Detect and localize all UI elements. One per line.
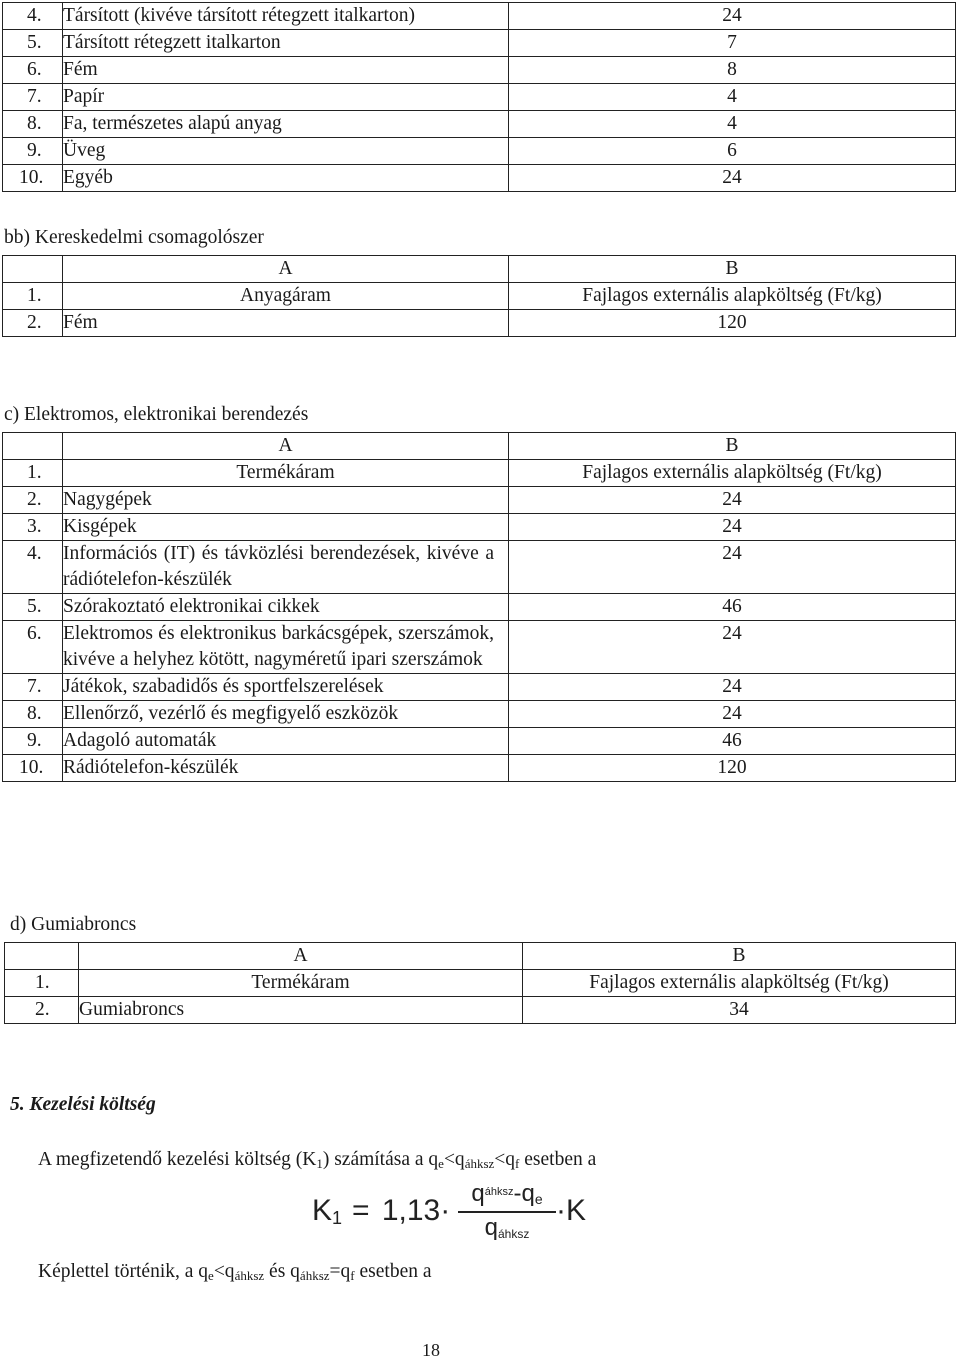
table-row [3,310,956,337]
row-value: 24 [509,514,956,541]
row-number: 1. [5,970,79,997]
row-number: 7. [3,84,63,111]
row-value: 24 [509,701,956,728]
row-name: Szórakoztató elektronikai cikkek [63,594,509,621]
table-commercial-packaging [2,255,956,337]
table-row [3,541,956,594]
formula-lhs: K [312,1194,333,1227]
table-row [3,514,956,541]
row-name: Üveg [63,138,509,165]
page-number: 18 [422,1340,440,1360]
row-name: Papír [63,84,509,111]
row-name: Gumiabroncs [79,997,523,1024]
table-header-row [3,460,956,487]
table-header-letters [3,433,956,460]
col-b-label: B [509,433,956,460]
paragraph-formula-condition: Képlettel történik, a $q_e<q_{áhksz}$ és $q_{áhksz}=q_f$ esetben a [38,1261,432,1283]
col-a-label: A [63,433,509,460]
row-name: Egyéb [63,165,509,192]
row-value: 24 [509,541,956,594]
table-row [3,728,956,755]
table-row [3,84,956,111]
row-name: Fém [63,310,509,337]
row-value: 24 [509,487,956,514]
col-a-label: A [63,256,509,283]
row-value: 24 [509,165,956,192]
row-number: 2. [5,997,79,1024]
row-name: Kisgépek [63,514,509,541]
table-header-row [5,970,956,997]
row-number: 10. [3,755,63,782]
row-number: 4. [3,541,63,594]
col-b-label: B [523,943,956,970]
row-name: Rádiótelefon-készülék [63,755,509,782]
col-a-header: Anyagáram [63,283,509,310]
table-row [3,701,956,728]
row-number: 2. [3,487,63,514]
row-value: 46 [509,728,956,755]
fraction-bar [458,1211,556,1213]
table-header-letters [3,256,956,283]
row-number: 9. [3,728,63,755]
row-number: 5. [3,30,63,57]
table-row [3,594,956,621]
row-value: 24 [509,3,956,30]
row-number: 8. [3,701,63,728]
row-number: 5. [3,594,63,621]
row-number: 6. [3,621,63,674]
row-value: 24 [509,621,956,674]
row-value: 7 [509,30,956,57]
table-row [5,997,956,1024]
row-name: Adagoló automaták [63,728,509,755]
row-number: 9. [3,138,63,165]
row-name: Elektromos és elektronikus barkácsgépek, szerszámok, kivéve a helyhez kötött, nagyméretű ipari szerszámok [63,621,509,674]
col-a-header: Termékáram [63,460,509,487]
row-value: 120 [509,755,956,782]
row-value: 4 [509,111,956,138]
row-value: 120 [509,310,956,337]
row-value: 24 [509,674,956,701]
col-a-label: A [79,943,523,970]
row-name: Játékok, szabadidős és sportfelszerelések [63,674,509,701]
formula-fraction [458,1180,556,1244]
row-name: Ellenőrző, vezérlő és megfigyelő eszközök [63,701,509,728]
row-name: Társított rétegzett italkarton [63,30,509,57]
table-row [3,487,956,514]
row-number: 8. [3,111,63,138]
row-number: 7. [3,674,63,701]
row-number: 3. [3,514,63,541]
row-number: 1. [3,460,63,487]
table-row [3,165,956,192]
row-number: 6. [3,57,63,84]
row-name: Fém [63,57,509,84]
table-row [3,138,956,165]
row-value: 6 [509,138,956,165]
table-row [3,3,956,30]
col-b-header: Fajlagos externális alapköltség (Ft/kg) [523,970,956,997]
row-value: 46 [509,594,956,621]
formula: $K_1$ = 1,13· $q_{áhksz}-q_e$ $q_{áhksz}$ ·K [312,1180,592,1244]
row-name: Társított (kivéve társított rétegzett italkarton) [63,3,509,30]
table-row [3,674,956,701]
col-b-header: Fajlagos externális alapköltség (Ft/kg) [509,283,956,310]
col-b-label: B [509,256,956,283]
table-row [3,30,956,57]
row-name: Fa, természetes alapú anyag [63,111,509,138]
table-packaging-continued [2,2,956,192]
row-value: 34 [523,997,956,1024]
col-b-header: Fajlagos externális alapköltség (Ft/kg) [509,460,956,487]
table-tyres [4,942,956,1024]
table-row [3,57,956,84]
row-number: 4. [3,3,63,30]
table-row [3,621,956,674]
formula-coefficient: = 1,13· [352,1194,451,1227]
paragraph-treatment-cost: A megfizetendő kezelési költség $(K_1)$ számítása a $q_e<q_{áhksz}<q_f$ esetben a [38,1149,597,1171]
table-row [3,755,956,782]
section-c-title: c) Elektromos, elektronikai berendezés [4,404,309,425]
row-name: Nagygépek [63,487,509,514]
formula-rhs: ·K [556,1194,586,1227]
formula-numerator: $q_{áhksz}-q_e$ [471,1180,543,1207]
table-header-letters [5,943,956,970]
row-name: Információs (IT) és távközlési berendezések, kivéve a rádiótelefon-készülék [63,541,509,594]
table-header-row [3,283,956,310]
section-5-title: 5. Kezelési költség [10,1094,156,1115]
table-electronics [2,432,956,782]
row-value: 4 [509,84,956,111]
row-number: 2. [3,310,63,337]
section-d-title: d) Gumiabroncs [10,914,137,935]
table-row [3,111,956,138]
formula-denominator: $q_{áhksz}$ [484,1214,530,1241]
row-value: 8 [509,57,956,84]
row-number: 10. [3,165,63,192]
row-number: 1. [3,283,63,310]
col-a-header: Termékáram [79,970,523,997]
section-bb-title: bb) Kereskedelmi csomagolószer [4,227,264,248]
